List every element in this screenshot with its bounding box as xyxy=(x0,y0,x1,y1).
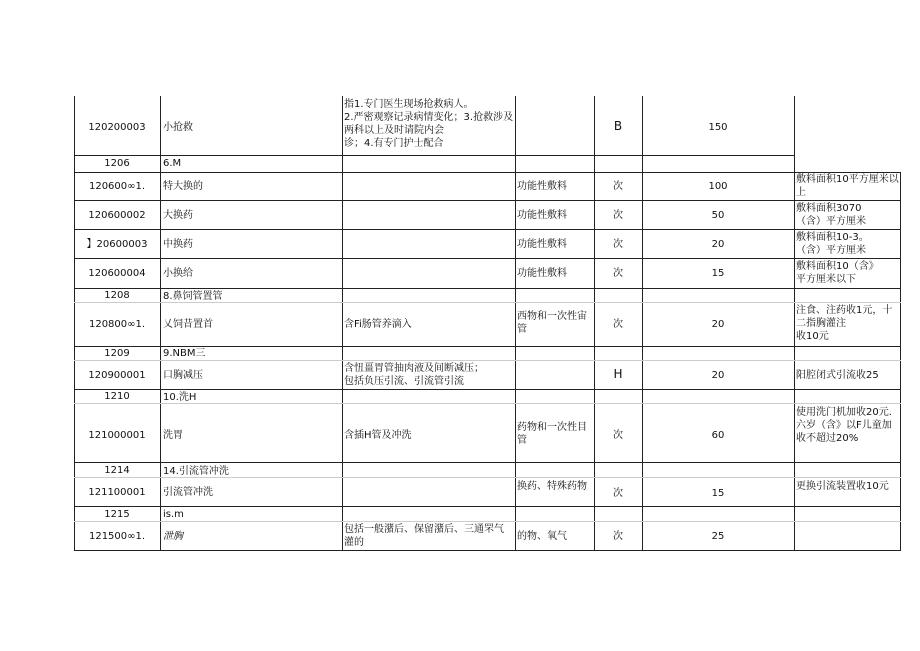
item-code: 120600004 xyxy=(88,268,146,279)
item-note: 阳腔闭式引流收25 xyxy=(796,370,879,381)
item-content: 含Fi肠管养滴入 xyxy=(344,319,412,330)
grid-line xyxy=(794,96,795,550)
section-name: 6.M xyxy=(163,158,182,169)
item-code: 121500∞1. xyxy=(88,531,146,542)
item-price: 15 xyxy=(711,488,725,499)
section-name: 10.洗H xyxy=(163,392,197,403)
item-except: 功能性敷料 xyxy=(517,210,567,221)
item-code: 120200003 xyxy=(88,122,146,133)
item-price: 20 xyxy=(711,239,725,250)
item-name: 乂饲昔置首 xyxy=(163,319,213,330)
grid-line xyxy=(74,462,901,463)
item-note: 使用洗门机加收20元. 六岁（含》以F儿童加 收不超过20% xyxy=(796,407,892,444)
grid-line xyxy=(74,200,901,201)
item-code: 120600∞1. xyxy=(88,181,146,192)
section-code: 1215 xyxy=(104,509,130,520)
item-name: 小换给 xyxy=(163,268,193,279)
section-name: is.m xyxy=(163,509,184,520)
item-code: 120800∞1. xyxy=(88,319,146,330)
item-category: H xyxy=(613,368,623,381)
section-name: 9.NBM三 xyxy=(163,348,206,359)
item-except: 药物和一次性目 管 xyxy=(517,422,587,446)
grid-line xyxy=(74,258,901,259)
section-name: 14.引流管冲洗 xyxy=(163,466,229,477)
grid-line xyxy=(342,96,343,550)
item-unit: 次 xyxy=(613,210,623,221)
item-name: 口胸减压 xyxy=(163,370,203,381)
section-code: 1206 xyxy=(104,158,130,169)
grid-line xyxy=(74,360,901,361)
grid-line xyxy=(74,172,901,173)
item-unit: 次 xyxy=(613,488,623,499)
item-note: 敷料面积10平方厘米以上 xyxy=(796,174,899,198)
item-unit: 次 xyxy=(613,531,623,542)
item-except: 功能性敷料 xyxy=(517,268,567,279)
item-note: 敷料面积10（含》 平方厘米以下 xyxy=(796,261,879,285)
item-code: 120600002 xyxy=(88,210,146,221)
grid-line xyxy=(160,96,161,550)
item-name: 中换药 xyxy=(163,239,193,250)
item-price: 60 xyxy=(711,430,725,441)
section-code: 1210 xyxy=(104,391,130,402)
item-code: 121000001 xyxy=(88,430,146,441)
section-name: 8.鼻饲管置管 xyxy=(163,291,223,302)
item-content: 包括一般潴后、保留潴后、三通罘气 灌的 xyxy=(344,524,504,548)
item-content: 指1.专门医生现场抢救病人。 2.严密观察记录病情变化；3.抢救涉及两科以上及时请院内会 诊；4.有专门护士配合 xyxy=(344,99,514,149)
grid-line xyxy=(74,506,901,507)
item-name: 泄胸 xyxy=(163,531,183,542)
item-unit: 次 xyxy=(613,181,623,192)
item-unit: 次 xyxy=(613,319,623,330)
grid-line xyxy=(515,96,516,550)
item-content: 含忸畺胃管抽肉液及间断减压； 包括负压引流、引流管引流 xyxy=(344,363,484,387)
item-price: 15 xyxy=(711,268,725,279)
item-price: 100 xyxy=(708,181,728,192)
item-note: 敷料面积3070 （含）平方厘米 xyxy=(796,203,866,227)
grid-line xyxy=(74,229,901,230)
section-code: 1208 xyxy=(104,290,130,301)
item-code: 120900001 xyxy=(88,370,146,381)
item-except: 换药、特殊药物 xyxy=(517,481,587,492)
item-content: 含插H管及冲洗 xyxy=(344,430,412,441)
section-code: 1214 xyxy=(104,465,130,476)
item-code: 】20600003 xyxy=(86,239,148,250)
item-unit: 次 xyxy=(613,239,623,250)
item-name: 洗胃 xyxy=(163,430,183,441)
item-note: 敷料面积10-3。 （含）平方厘米 xyxy=(796,232,869,256)
item-note: 注食、注药收1元，十 二指胸灌注 收10元 xyxy=(796,305,893,342)
item-price: 50 xyxy=(711,210,725,221)
grid-line xyxy=(74,155,794,156)
section-code: 1209 xyxy=(104,348,130,359)
grid-line xyxy=(74,288,901,289)
item-name: 引流管冲洗 xyxy=(163,487,213,498)
item-except: 的物、氧气 xyxy=(517,531,567,542)
item-category: B xyxy=(613,120,623,133)
item-name: 大换药 xyxy=(163,210,193,221)
item-price: 20 xyxy=(711,370,725,381)
item-except: 西物和一次性宙 管 xyxy=(517,311,587,335)
item-price: 150 xyxy=(708,122,728,133)
item-unit: 次 xyxy=(613,430,623,441)
item-unit: 次 xyxy=(613,268,623,279)
item-except: 功能性敷料 xyxy=(517,239,567,250)
item-except: 功能性敷料 xyxy=(517,181,567,192)
grid-line xyxy=(74,389,901,390)
item-name: 特大换的 xyxy=(163,181,203,192)
grid-line xyxy=(74,521,901,522)
item-note: 更换引流装置收10元 xyxy=(796,481,889,492)
item-name: 小抢救 xyxy=(163,122,193,133)
item-price: 25 xyxy=(711,531,725,542)
item-code: 121100001 xyxy=(88,487,146,498)
item-price: 20 xyxy=(711,319,725,330)
grid-line xyxy=(74,550,901,551)
